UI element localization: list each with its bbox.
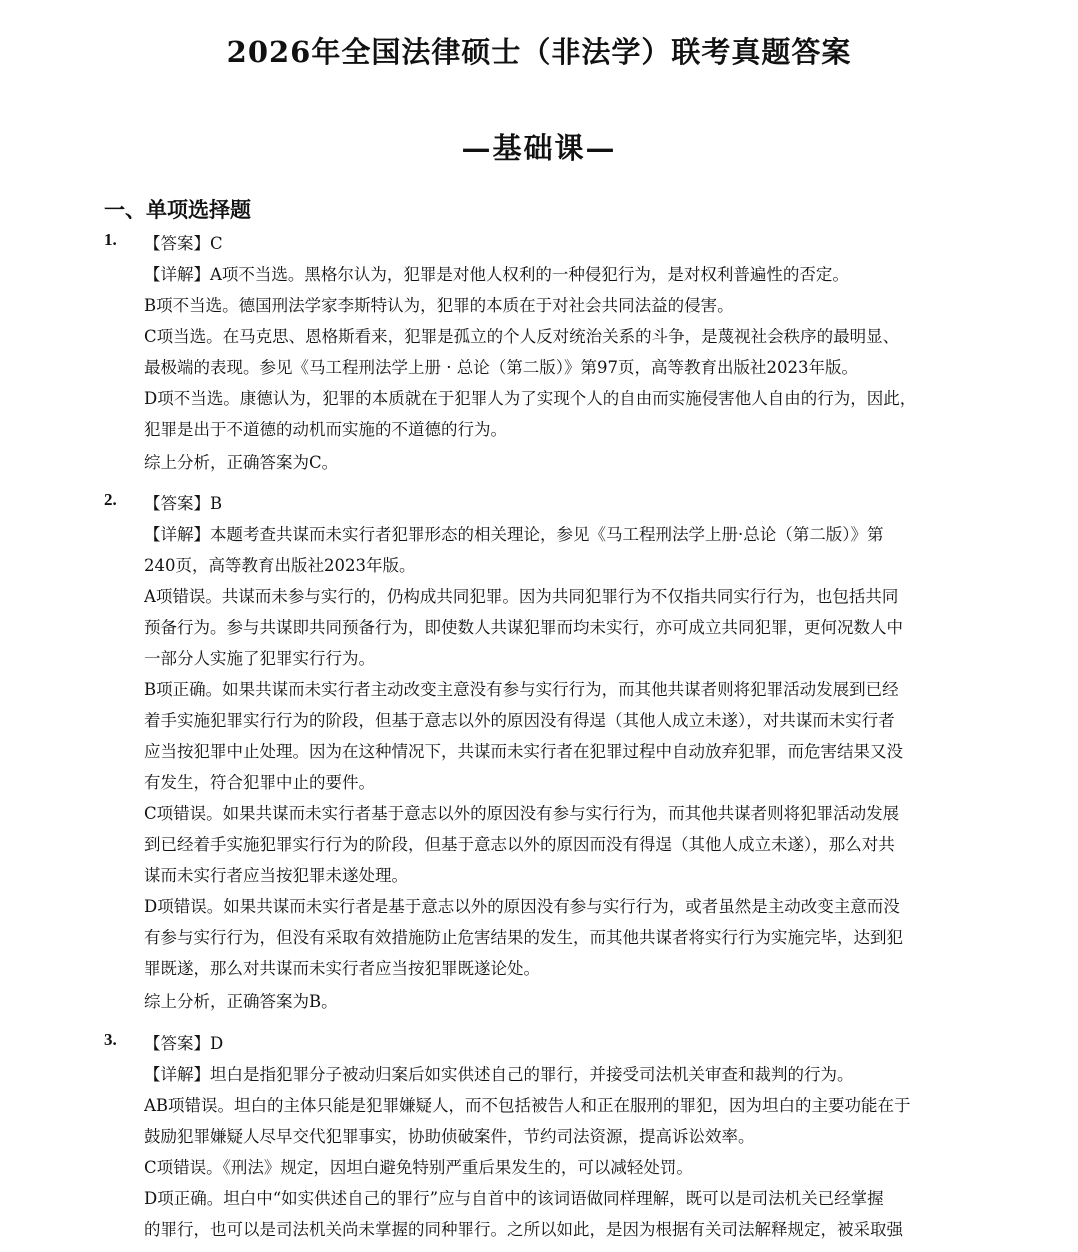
explanation-line: 【详解】坦白是指犯罪分子被动归案后如实供述自己的罪行，并接受司法机关审查和裁判的行为。	[144, 1065, 854, 1084]
explanation-line: 240页，高等教育出版社2023年版。	[144, 556, 416, 575]
explanation-line: 一部分人实施了犯罪实行行为。	[144, 649, 375, 668]
explanation-line: D项错误。如果共谋而未实行者是基于意志以外的原因没有参与实行行为，或者虽然是主动改变主意而没	[144, 897, 900, 916]
explanation-line: C项当选。在马克思、恩格斯看来，犯罪是孤立的个人反对统治关系的斗争，是蔑视社会秩序的最明显、	[144, 327, 900, 346]
explanation-line: 的罪行，也可以是司法机关尚未掌握的同种罪行。之所以如此，是因为根据有关司法解释规定，被采取强	[144, 1220, 903, 1239]
explanation-line: A项错误。共谋而未参与实行的，仍构成共同犯罪。因为共同犯罪行为不仅指共同实行行为，也包括共同	[144, 587, 899, 606]
section-heading: 一、单项选择题	[104, 197, 251, 222]
document-title: 2026年全国法律硕士（非法学）联考真题答案	[226, 35, 852, 69]
explanation-line: 综上分析，正确答案为C。	[144, 453, 339, 472]
explanation-line: 有发生，符合犯罪中止的要件。	[144, 773, 375, 792]
explanation-line: 【详解】A项不当选。黑格尔认为，犯罪是对他人权利的一种侵犯行为，是对权利普遍性的否定。	[144, 265, 849, 284]
explanation-line: 谋而未实行者应当按犯罪未遂处理。	[144, 866, 408, 885]
explanation-line: 应当按犯罪中止处理。因为在这种情况下，共谋而未实行者在犯罪过程中自动放弃犯罪，而危害结果又没	[144, 742, 903, 761]
explanation-line: AB项错误。坦白的主体只能是犯罪嫌疑人，而不包括被告人和正在服刑的罪犯，因为坦白的主要功能在于	[144, 1096, 911, 1115]
explanation-line: C项错误。《刑法》规定，因坦白避免特别严重后果发生的，可以减轻处罚。	[144, 1158, 693, 1177]
explanation-line: C项错误。如果共谋而未实行者基于意志以外的原因没有参与实行行为，而其他共谋者则将犯罪活动发展	[144, 804, 900, 823]
explanation-line: B项正确。如果共谋而未实行者主动改变主意没有参与实行行为，而其他共谋者则将犯罪活动发展到已经	[144, 680, 899, 699]
explanation-line: B项不当选。德国刑法学家李斯特认为，犯罪的本质在于对社会共同法益的侵害。	[144, 296, 734, 315]
explanation-line: D项正确。坦白中“如实供述自己的罪行”应与自首中的该词语做同样理解，既可以是司法机关已经掌握	[144, 1189, 884, 1208]
explanation-line: 综上分析，正确答案为B。	[144, 992, 338, 1011]
question-number: 3.	[104, 1030, 117, 1049]
document-subtitle: —基础课—	[461, 131, 617, 165]
explanation-line: 到已经着手实施犯罪实行行为的阶段，但基于意志以外的原因而没有得逞（其他人成立未遂），那么对共	[144, 835, 895, 854]
answer-label: 【答案】B	[144, 494, 223, 513]
explanation-line: 着手实施犯罪实行行为的阶段，但基于意志以外的原因没有得逞（其他人成立未遂），对共谋而未实行者	[144, 711, 895, 730]
explanation-line: D项不当选。康德认为，犯罪的本质就在于犯罪人为了实现个人的自由而实施侵害他人自由的行为，因此，	[144, 389, 917, 408]
explanation-line: 预备行为。参与共谋即共同预备行为，即使数人共谋犯罪而均未实行，亦可成立共同犯罪，更何况数人中	[144, 618, 903, 637]
question-number: 2.	[104, 490, 117, 509]
explanation-line: 【详解】本题考查共谋而未实行者犯罪形态的相关理论，参见《马工程刑法学上册·总论（第二版）》第	[144, 525, 884, 544]
explanation-line: 有参与实行行为，但没有采取有效措施防止危害结果的发生，而其他共谋者将实行行为实施完毕，达到犯	[144, 928, 903, 947]
explanation-line: 最极端的表现。参见《马工程刑法学上册 · 总论（第二版）》第97页，高等教育出版社2023年版。	[144, 358, 858, 377]
answer-label: 【答案】D	[144, 1034, 224, 1053]
explanation-line: 罪既遂，那么对共谋而未实行者应当按犯罪既遂论处。	[144, 959, 540, 978]
explanation-line: 鼓励犯罪嫌疑人尽早交代犯罪事实，协助侦破案件，节约司法资源，提高诉讼效率。	[144, 1127, 755, 1146]
question-number: 1.	[104, 230, 117, 249]
explanation-line: 犯罪是出于不道德的动机而实施的不道德的行为。	[144, 420, 507, 439]
answer-label: 【答案】C	[144, 234, 223, 253]
